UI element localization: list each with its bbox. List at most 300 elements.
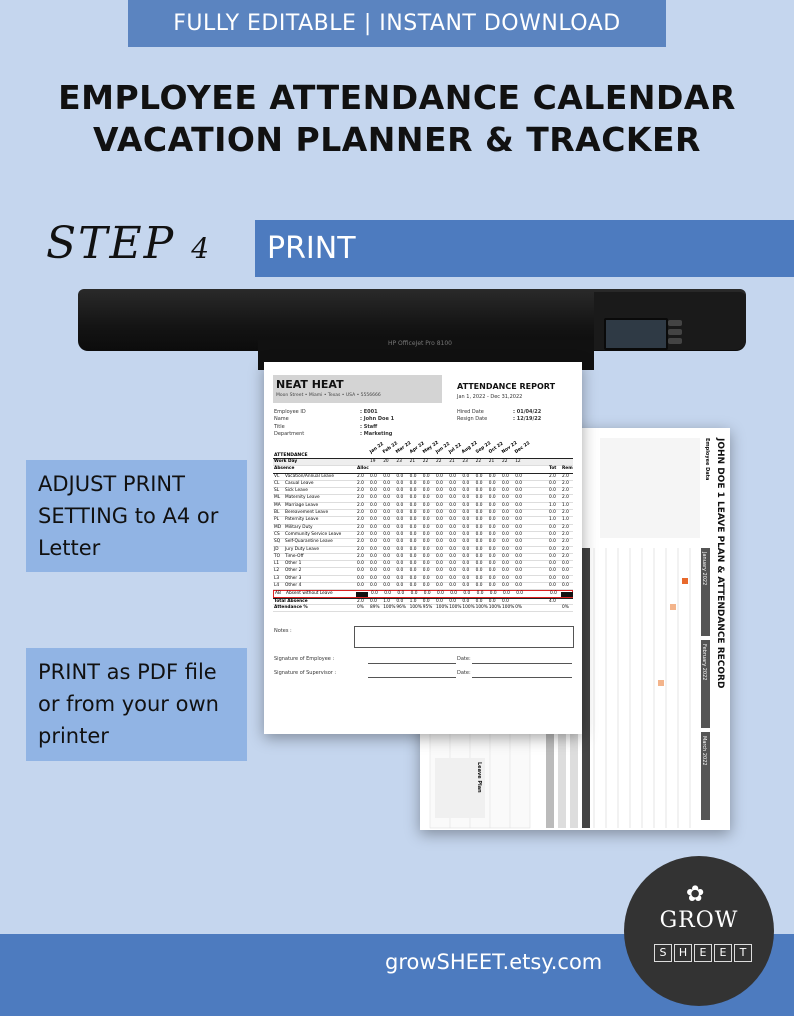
table-cell: 0.0: [396, 517, 404, 523]
field-label: Department: [274, 430, 305, 437]
page-title-line1: EMPLOYEE ATTENDANCE CALENDAR: [58, 78, 736, 117]
table-cell: 2.0: [357, 473, 364, 479]
table-cell: 2.0: [357, 531, 364, 537]
printer-model-label: HP OfficeJet Pro 8100: [388, 340, 452, 347]
signature-supervisor-line: [368, 677, 456, 678]
table-cell: 100%: [449, 604, 462, 610]
table-cell: 0.0: [383, 517, 391, 523]
table-cell: 0.0: [449, 480, 457, 486]
table-cell: 0.0: [409, 539, 417, 545]
table-cell: 0.0: [371, 591, 378, 597]
table-cell: 0.0: [449, 510, 457, 516]
table-cell: L1: [274, 561, 280, 567]
table-cell: 0.0: [549, 575, 556, 581]
table-cell: 0.0: [370, 575, 377, 581]
table-cell: 0.0: [502, 510, 509, 516]
table-cell: 2.0: [562, 553, 569, 559]
table-cell: 1.0: [383, 598, 391, 604]
table-cell: TO: [274, 553, 281, 559]
table-row: [273, 568, 573, 575]
table-cell: Rem: [562, 466, 573, 472]
table-row: [273, 547, 573, 554]
table-cell: 0.0: [475, 583, 483, 589]
attendance-table: [273, 459, 573, 612]
table-cell: 0.0: [502, 502, 509, 508]
table-cell: 0.0: [462, 539, 470, 545]
table-cell: 2.0: [357, 598, 364, 604]
table-row: [273, 474, 573, 481]
table-cell: 2.0: [357, 495, 364, 501]
table-cell: 0.0: [462, 546, 470, 552]
table-cell: 0.0: [357, 575, 364, 581]
blocked-cell: [561, 592, 573, 597]
table-cell: 0.0: [396, 575, 404, 581]
signature-employee-line: [368, 663, 456, 664]
table-cell: 2.0: [562, 539, 569, 545]
step-word: STEP: [46, 218, 176, 269]
table-cell: 0.0: [357, 568, 364, 574]
table-cell: 4.0: [549, 598, 556, 604]
table-cell: 2.0: [562, 480, 569, 486]
table-cell: 0.0: [488, 510, 496, 516]
table-cell: 0.0: [396, 495, 404, 501]
table-cell: 0.0: [396, 553, 404, 559]
company-name: NEAT HEAT: [276, 378, 344, 391]
table-cell: 19: [370, 459, 376, 464]
table-cell: 1.0: [409, 598, 417, 604]
table-cell: 0.0: [475, 531, 483, 537]
employee-data-block: [600, 438, 700, 538]
table-cell: 0.0: [475, 502, 483, 508]
logo-letter: E: [714, 944, 732, 962]
table-cell: PL: [274, 517, 279, 523]
table-cell: 0.0: [549, 495, 556, 501]
table-cell: 0.0: [396, 473, 404, 479]
table-cell: 0.0: [396, 510, 404, 516]
logo-sheet-text: [654, 944, 752, 962]
table-cell: 0.0: [488, 517, 496, 523]
info-print-pdf: PRINT as PDF file or from your own printer: [26, 648, 247, 761]
date-label-1: Date:: [457, 656, 471, 662]
table-cell: 0.0: [436, 480, 443, 486]
table-cell: 0.0: [436, 553, 443, 559]
table-cell: 2.0: [357, 524, 364, 530]
table-cell: 0.0: [502, 553, 509, 559]
table-cell: 0.0: [549, 583, 556, 589]
table-cell: 0.0: [549, 539, 556, 545]
table-cell: 0.0: [515, 473, 523, 479]
table-cell: 2.0: [562, 524, 569, 530]
table-cell: 0.0: [449, 473, 457, 479]
field-row: [274, 431, 444, 438]
field-row: [274, 409, 444, 416]
month-header: Jun 22: [435, 441, 452, 455]
table-cell: 0.0: [409, 473, 417, 479]
table-cell: 0.0: [488, 502, 496, 508]
table-cell: 0.0: [396, 539, 404, 545]
table-cell: 0.0: [515, 539, 523, 545]
table-cell: 0.0: [370, 495, 377, 501]
table-cell: Time-Off: [285, 553, 304, 559]
record-employee-data: Employee Data: [704, 438, 710, 481]
table-cell: MD: [274, 524, 282, 530]
month-header: Oct 22: [487, 441, 505, 455]
table-cell: 0.0: [515, 583, 523, 589]
calendar-grid: [594, 548, 690, 828]
table-cell: 0.0: [502, 575, 509, 581]
table-cell: 0.0: [549, 480, 556, 486]
table-cell: 0.0: [515, 531, 523, 537]
table-cell: 0.0: [370, 480, 377, 486]
table-cell: 0.0: [422, 510, 430, 516]
table-row: [273, 539, 573, 546]
table-cell: 0.0: [370, 510, 377, 516]
table-cell: 2.0: [562, 495, 569, 501]
table-cell: 0.0: [396, 502, 404, 508]
table-cell: 0.0: [410, 591, 418, 597]
table-cell: 0.0: [449, 583, 457, 589]
table-cell: 0.0: [515, 495, 523, 501]
table-cell: 0.0: [449, 539, 457, 545]
table-cell: Attendance %: [274, 604, 308, 610]
table-cell: 100%: [502, 604, 515, 610]
table-cell: 0.0: [549, 561, 556, 567]
table-cell: 2.0: [357, 546, 364, 552]
table-cell: 0.0: [370, 568, 377, 574]
table-cell: 0.0: [396, 568, 404, 574]
table-cell: 96%: [396, 604, 406, 610]
table-row: [273, 583, 573, 590]
table-cell: 0.0: [383, 539, 391, 545]
table-cell: 0.0: [396, 546, 404, 552]
table-cell: Total Absence: [274, 598, 308, 604]
table-cell: 0.0: [515, 488, 523, 494]
table-cell: 0.0: [475, 598, 483, 604]
table-cell: 0.0: [422, 524, 430, 530]
table-cell: 0.0: [515, 568, 523, 574]
table-cell: 0.0: [396, 583, 404, 589]
employee-fields: [274, 409, 444, 438]
table-cell: 0.0: [436, 539, 443, 545]
step-label: [46, 218, 209, 269]
table-cell: 0.0: [436, 524, 443, 530]
month-label-jan: January 2022: [701, 552, 707, 586]
table-cell: 0.0: [462, 480, 470, 486]
table-cell: L3: [274, 575, 280, 581]
table-cell: 100%: [436, 604, 449, 610]
table-cell: 0.0: [462, 575, 470, 581]
table-row: [273, 459, 573, 466]
table-cell: 0.0: [488, 546, 496, 552]
table-cell: Paternity Leave: [285, 517, 319, 523]
month-header: Sep 22: [474, 440, 492, 455]
printer-button: [668, 329, 682, 335]
table-cell: 0.0: [462, 495, 470, 501]
table-cell: 0.0: [409, 546, 417, 552]
report-period: Jan 1, 2022 - Dec 31,2022: [457, 394, 523, 400]
table-cell: 1.0: [562, 502, 569, 508]
table-cell: 0.0: [370, 561, 377, 567]
leave-mark: [670, 604, 676, 610]
table-cell: 0.0: [370, 488, 377, 494]
printer-button: [668, 320, 682, 326]
signature-supervisor-label: Signature of Supervisor :: [274, 670, 337, 676]
table-cell: 100%: [383, 604, 396, 610]
table-cell: 0.0: [549, 531, 556, 537]
table-cell: 21: [488, 459, 495, 464]
growsheet-logo: [624, 856, 774, 1006]
table-cell: 0.0: [475, 561, 483, 567]
table-cell: 0.0: [562, 568, 569, 574]
table-cell: Self-Quarantine Leave: [285, 539, 333, 545]
table-cell: 0.0: [449, 598, 457, 604]
table-cell: 0.0: [409, 510, 417, 516]
table-cell: 0.0: [562, 561, 569, 567]
table-cell: 0.0: [383, 510, 391, 516]
table-cell: Other 4: [285, 583, 302, 589]
step-number: 4: [191, 232, 210, 265]
table-cell: 0.0: [462, 510, 470, 516]
table-cell: Work Day: [274, 459, 298, 464]
table-cell: 0.0: [422, 517, 430, 523]
table-cell: 0.0: [475, 480, 483, 486]
table-cell: 22: [475, 459, 482, 464]
table-cell: 0.0: [422, 502, 430, 508]
table-cell: 0.0: [462, 598, 470, 604]
table-cell: CS: [274, 531, 280, 537]
table-cell: 100%: [409, 604, 422, 610]
table-cell: 0.0: [475, 568, 483, 574]
month-header: May 22: [421, 440, 440, 455]
table-cell: Military Duty: [285, 524, 313, 530]
table-cell: 0.0: [449, 546, 457, 552]
table-cell: L4: [274, 583, 280, 589]
attendance-section-label: ATTENDANCE: [274, 453, 308, 458]
table-cell: CL: [274, 480, 280, 486]
table-cell: 0.0: [370, 539, 377, 545]
table-cell: 0.0: [488, 488, 496, 494]
company-address: Moon Street • Miami • Texas • USA • 5556666: [276, 393, 381, 398]
field-label: Hired Date: [457, 409, 484, 415]
field-label: Resign Date: [457, 416, 488, 423]
table-cell: 2.0: [357, 517, 364, 523]
table-cell: 0.0: [409, 502, 417, 508]
table-cell: Absent without Leave: [286, 591, 333, 597]
month-header: Nov 22: [501, 440, 519, 455]
table-cell: 21: [409, 459, 416, 464]
table-cell: 0.0: [422, 480, 430, 486]
table-cell: 0.0: [488, 531, 496, 537]
table-cell: 0.0: [423, 591, 431, 597]
table-cell: 2.0: [562, 531, 569, 537]
table-row: [273, 605, 573, 612]
table-cell: 0.0: [462, 524, 470, 530]
table-cell: 0.0: [383, 531, 391, 537]
table-cell: 0.0: [409, 517, 417, 523]
field-value: : 12/19/22: [513, 416, 542, 423]
table-cell: 0.0: [516, 591, 524, 597]
table-cell: Other 2: [285, 568, 302, 574]
table-cell: 0.0: [549, 524, 556, 530]
table-cell: 0.0: [462, 568, 470, 574]
logo-letter: S: [654, 944, 672, 962]
table-cell: 0.0: [436, 598, 443, 604]
table-cell: 1.0: [562, 517, 569, 523]
table-cell: 0.0: [409, 575, 417, 581]
table-cell: 0.0: [502, 583, 509, 589]
table-cell: 0.0: [502, 473, 509, 479]
table-cell: 1.0: [549, 517, 556, 523]
logo-letter: T: [734, 944, 752, 962]
month-label-feb: February 2022: [701, 644, 707, 681]
table-cell: 0.0: [488, 553, 496, 559]
table-cell: 0.0: [502, 546, 509, 552]
field-value: : 01/04/22: [513, 409, 542, 415]
table-cell: 2.0: [562, 546, 569, 552]
blocked-cell: [356, 592, 368, 597]
table-cell: 0.0: [370, 531, 377, 537]
table-cell: Vacation/Annual Leave: [285, 473, 334, 479]
printer-screen: [604, 318, 668, 350]
table-cell: AB: [275, 591, 281, 597]
top-banner: FULLY EDITABLE | INSTANT DOWNLOAD: [128, 0, 666, 47]
table-cell: 12: [515, 459, 521, 464]
table-cell: 0.0: [502, 598, 509, 604]
table-cell: Jury Duty Leave: [285, 546, 320, 552]
table-cell: 0.0: [515, 561, 523, 567]
table-cell: 0.0: [515, 510, 523, 516]
table-cell: 0.0: [475, 473, 483, 479]
table-cell: 0.0: [357, 583, 364, 589]
table-cell: 0.0: [488, 539, 496, 545]
table-cell: 0.0: [409, 480, 417, 486]
table-cell: 22: [502, 459, 508, 464]
table-cell: 0.0: [409, 553, 417, 559]
table-cell: 0.0: [462, 502, 470, 508]
table-cell: 0.0: [502, 524, 509, 530]
table-cell: 0.0: [515, 480, 523, 486]
field-row: [457, 416, 577, 423]
table-cell: 0.0: [357, 561, 364, 567]
date-label-2: Date:: [457, 670, 471, 676]
table-cell: 0.0: [502, 568, 509, 574]
table-cell: 0.0: [383, 495, 391, 501]
table-cell: 0.0: [449, 531, 457, 537]
field-value: : John Doe 1: [360, 416, 395, 423]
table-cell: 0.0: [463, 591, 471, 597]
table-cell: Alloc: [357, 466, 369, 472]
table-cell: 0.0: [396, 488, 404, 494]
shop-url-link[interactable]: growSHEET.etsy.com: [385, 950, 603, 974]
table-cell: SL: [274, 488, 280, 494]
date-line-1: [472, 663, 572, 664]
table-cell: 22: [436, 459, 442, 464]
table-row: [273, 495, 573, 502]
table-cell: 0.0: [550, 591, 557, 597]
table-cell: 0.0: [488, 473, 496, 479]
table-cell: 0.0: [476, 591, 484, 597]
table-cell: 0.0: [549, 488, 556, 494]
table-cell: Maternity Leave: [285, 495, 320, 501]
table-cell: Other 1: [285, 561, 302, 567]
report-heading: ATTENDANCE REPORT: [457, 382, 556, 391]
field-label: Title: [274, 423, 285, 430]
table-cell: VL: [274, 473, 280, 479]
page-title-line2: VACATION PLANNER & TRACKER: [93, 120, 701, 159]
table-cell: 0.0: [450, 591, 458, 597]
table-cell: 100%: [475, 604, 488, 610]
table-cell: 0.0: [436, 473, 443, 479]
table-cell: Community Service Leave: [285, 531, 342, 537]
leave-mark: [682, 578, 688, 584]
table-cell: 0.0: [475, 517, 483, 523]
table-cell: 0.0: [449, 488, 457, 494]
table-cell: 0.0: [437, 591, 444, 597]
table-cell: 0.0: [422, 539, 430, 545]
table-cell: 0.0: [396, 480, 404, 486]
table-cell: 0.0: [383, 561, 391, 567]
field-row: [274, 424, 444, 431]
table-cell: 0.0: [475, 553, 483, 559]
table-cell: 0.0: [370, 598, 377, 604]
table-cell: 0.0: [449, 502, 457, 508]
table-cell: 0%: [357, 604, 364, 610]
table-cell: 0.0: [422, 568, 430, 574]
table-cell: 0.0: [462, 517, 470, 523]
table-cell: 0.0: [488, 568, 496, 574]
notes-label: Notes :: [274, 628, 292, 634]
month-label-mar: March 2022: [701, 736, 707, 766]
table-cell: 0.0: [449, 495, 457, 501]
table-cell: 2.0: [357, 510, 364, 516]
month-header: Dec 22: [514, 440, 532, 455]
table-cell: 2.0: [357, 539, 364, 545]
table-cell: 0.0: [449, 568, 457, 574]
table-cell: 0.0: [502, 488, 509, 494]
table-cell: 0.0: [370, 553, 377, 559]
table-cell: 0.0: [562, 575, 569, 581]
table-cell: 0%: [562, 604, 569, 610]
table-cell: 0.0: [422, 575, 430, 581]
date-fields: [457, 409, 577, 424]
table-cell: 0.0: [436, 546, 443, 552]
table-cell: 0.0: [383, 583, 391, 589]
table-cell: 0.0: [383, 473, 391, 479]
table-cell: 0.0: [409, 524, 417, 530]
month-header: Mar 22: [395, 440, 413, 455]
field-label: Employee ID: [274, 409, 306, 415]
table-cell: 23: [396, 459, 402, 464]
info-print-setting: ADJUST PRINT SETTING to A4 or Letter: [26, 460, 247, 572]
table-cell: 0.0: [396, 598, 404, 604]
table-cell: 0.0: [488, 598, 496, 604]
table-cell: 0.0: [396, 524, 404, 530]
printer-button: [668, 338, 682, 344]
table-cell: 0.0: [549, 568, 556, 574]
table-row: [273, 503, 573, 510]
table-cell: 0.0: [475, 575, 483, 581]
table-cell: 0.0: [475, 546, 483, 552]
table-cell: 0.0: [409, 495, 417, 501]
table-cell: Bereavement Leave: [285, 510, 329, 516]
table-cell: 0.0: [422, 488, 430, 494]
table-cell: 0.0: [396, 531, 404, 537]
table-cell: 0.0: [409, 561, 417, 567]
table-row: [273, 598, 573, 605]
table-cell: 0.0: [422, 561, 430, 567]
table-cell: 0.0: [515, 517, 523, 523]
table-cell: 0.0: [449, 517, 457, 523]
